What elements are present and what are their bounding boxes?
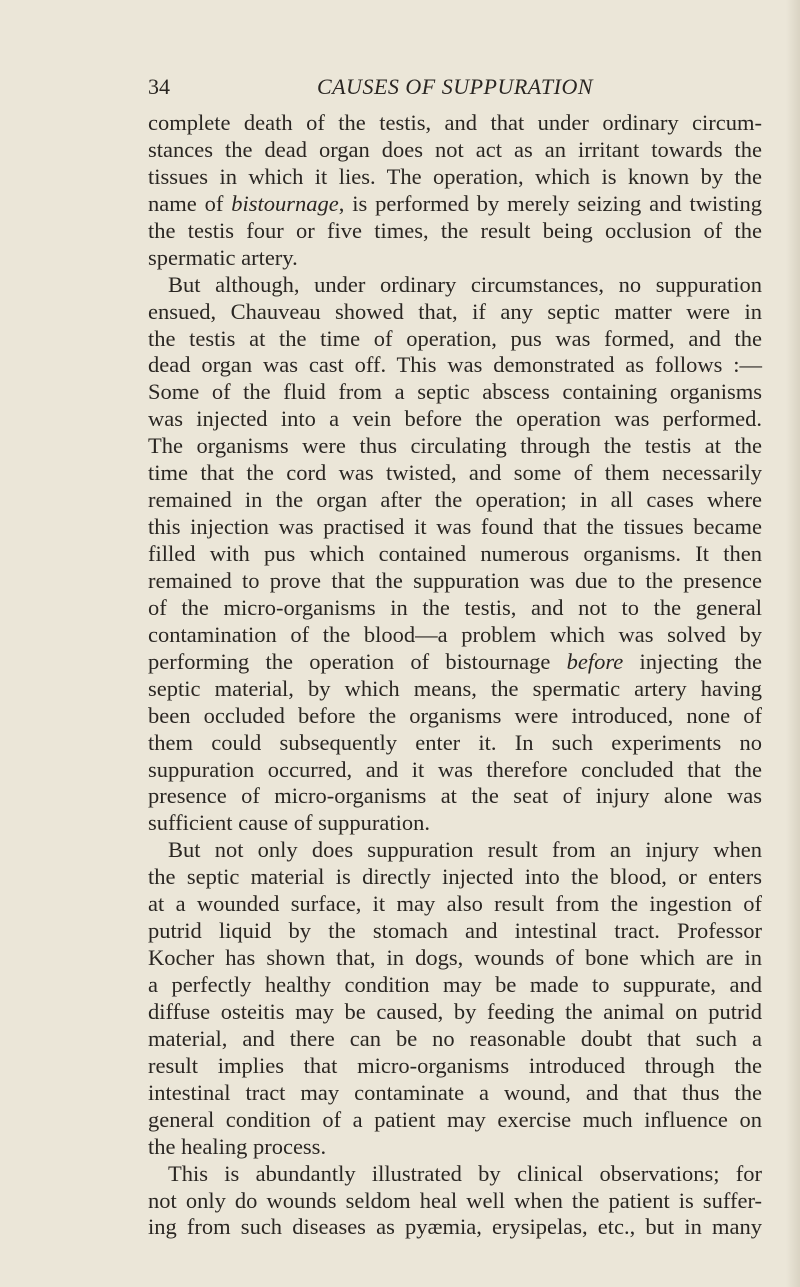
text-line [148, 460, 762, 487]
text-line [148, 218, 762, 245]
text-line [148, 649, 762, 676]
text-line [148, 164, 762, 191]
text-span: injecting the [623, 648, 763, 674]
text-line [148, 945, 762, 972]
text-line [148, 1053, 762, 1080]
text-span: material, and there can be no reasonable doubt that such a [148, 1025, 762, 1051]
text-span: ing from such diseases as pyæmia, erysipelas, etc., but in many [148, 1214, 762, 1240]
text-span: was injected into a vein before the operation was performed. [148, 406, 762, 432]
text-line [148, 837, 762, 864]
text-line [148, 703, 762, 730]
text-line [148, 379, 762, 406]
text-line [148, 514, 762, 541]
text-span: the healing process. [148, 1133, 327, 1159]
text-line [148, 487, 762, 514]
text-span: But not only does suppuration result from an injury when [168, 837, 762, 863]
text-span: diffuse osteitis may be caused, by feeding the animal on putrid [148, 998, 762, 1024]
text-span: been occluded before the organisms were introduced, none of [148, 702, 762, 728]
text-span: not only do wounds seldom heal well when the patient is suffer- [148, 1187, 762, 1213]
text-span: of the micro-organisms in the testis, and not to the general [148, 594, 762, 620]
text-line [148, 864, 762, 891]
text-line [148, 676, 762, 703]
text-span: ensued, Chauveau showed that, if any septic matter were in [148, 298, 762, 324]
text-line [148, 1107, 762, 1134]
text-span: septic material, by which means, the spermatic artery having [148, 675, 762, 701]
text-span: putrid liquid by the stomach and intestinal tract. Professor [148, 918, 762, 944]
text-span: the testis four or five times, the result being occlusion of the [148, 217, 762, 243]
text-line [148, 757, 762, 784]
text-line [148, 191, 762, 218]
text-line [148, 783, 762, 810]
italic-text: bistournage [231, 190, 339, 216]
text-line [148, 810, 762, 837]
text-line [148, 730, 762, 757]
text-line [148, 137, 762, 164]
text-span: result implies that micro-organisms introduced through the [148, 1052, 762, 1078]
text-span: this injection was practised it was found that the tissues became [148, 514, 762, 540]
text-line [148, 972, 762, 999]
text-span: contamination of the blood—a problem which was solved by [148, 621, 762, 647]
text-line [148, 272, 762, 299]
text-line [148, 406, 762, 433]
text-span: stances the dead organ does not act as an irritant towards the [148, 136, 762, 162]
text-span: them could subsequently enter it. In such experiments no [148, 729, 762, 755]
text-span: complete death of the testis, and that under ordinary circum- [148, 110, 762, 135]
page-header [148, 74, 762, 104]
text-line [148, 1026, 762, 1053]
text-line [148, 999, 762, 1026]
text-line [148, 110, 762, 137]
text-span: presence of micro-organisms at the seat of injury alone was [148, 783, 762, 809]
text-line [148, 326, 762, 353]
text-span: dead organ was cast off. This was demonstrated as follows :— [148, 352, 762, 378]
text-line [148, 1161, 762, 1188]
text-span: name of [148, 190, 232, 216]
page-number: 34 [148, 74, 170, 99]
text-span: Some of the fluid from a septic abscess containing organisms [148, 379, 762, 405]
text-line [148, 595, 762, 622]
text-span: the testis at the time of operation, pus was formed, and the [148, 325, 762, 351]
text-span: Kocher has shown that, in dogs, wounds of bone which are in [148, 945, 762, 971]
text-span: But although, under ordinary circumstances, no suppuration [168, 271, 762, 297]
text-line [148, 299, 762, 326]
text-line [148, 245, 762, 272]
text-line [148, 352, 762, 379]
text-span: general condition of a patient may exercise much influence on [148, 1106, 762, 1132]
text-span: intestinal tract may contaminate a wound, and that thus the [148, 1079, 762, 1105]
text-line [148, 433, 762, 460]
text-span: tissues in which it lies. The operation, which is known by the [148, 163, 762, 189]
text-span: performing the operation of bistournage [148, 648, 567, 674]
text-span: This is abundantly illustrated by clinical observations; for [168, 1160, 762, 1186]
text-line [148, 1134, 762, 1161]
text-line [148, 1188, 762, 1215]
text-line [148, 622, 762, 649]
text-span: The organisms were thus circulating through the testis at the [148, 433, 762, 459]
text-span: filled with pus which contained numerous organisms. It then [148, 541, 762, 566]
text-span: , is performed by merely seizing and twisting [338, 190, 763, 216]
text-line [148, 891, 762, 918]
text-line [148, 1214, 762, 1241]
text-line [148, 1080, 762, 1107]
text-span: sufficient cause of suppuration. [148, 810, 431, 836]
text-span: the septic material is directly injected into the blood, or enters [148, 864, 762, 890]
text-span: spermatic artery. [148, 244, 298, 270]
text-span: remained in the organ after the operation; in all cases where [148, 487, 762, 513]
text-span: suppuration occurred, and it was therefore concluded that the [148, 756, 762, 782]
text-line [148, 568, 762, 595]
text-line [148, 541, 762, 568]
text-span: remained to prove that the suppuration was due to the presence [148, 567, 762, 593]
text-span: at a wounded surface, it may also result from the ingestion of [148, 891, 762, 917]
italic-text: before [566, 648, 624, 674]
text-span: a perfectly healthy condition may be made to suppurate, and [148, 972, 762, 997]
text-span: time that the cord was twisted, and some of them necessarily [148, 460, 762, 486]
page-edge [786, 0, 800, 1287]
text-line [148, 918, 762, 945]
body-text [148, 110, 762, 1241]
running-title: CAUSES OF SUPPURATION [316, 74, 594, 99]
